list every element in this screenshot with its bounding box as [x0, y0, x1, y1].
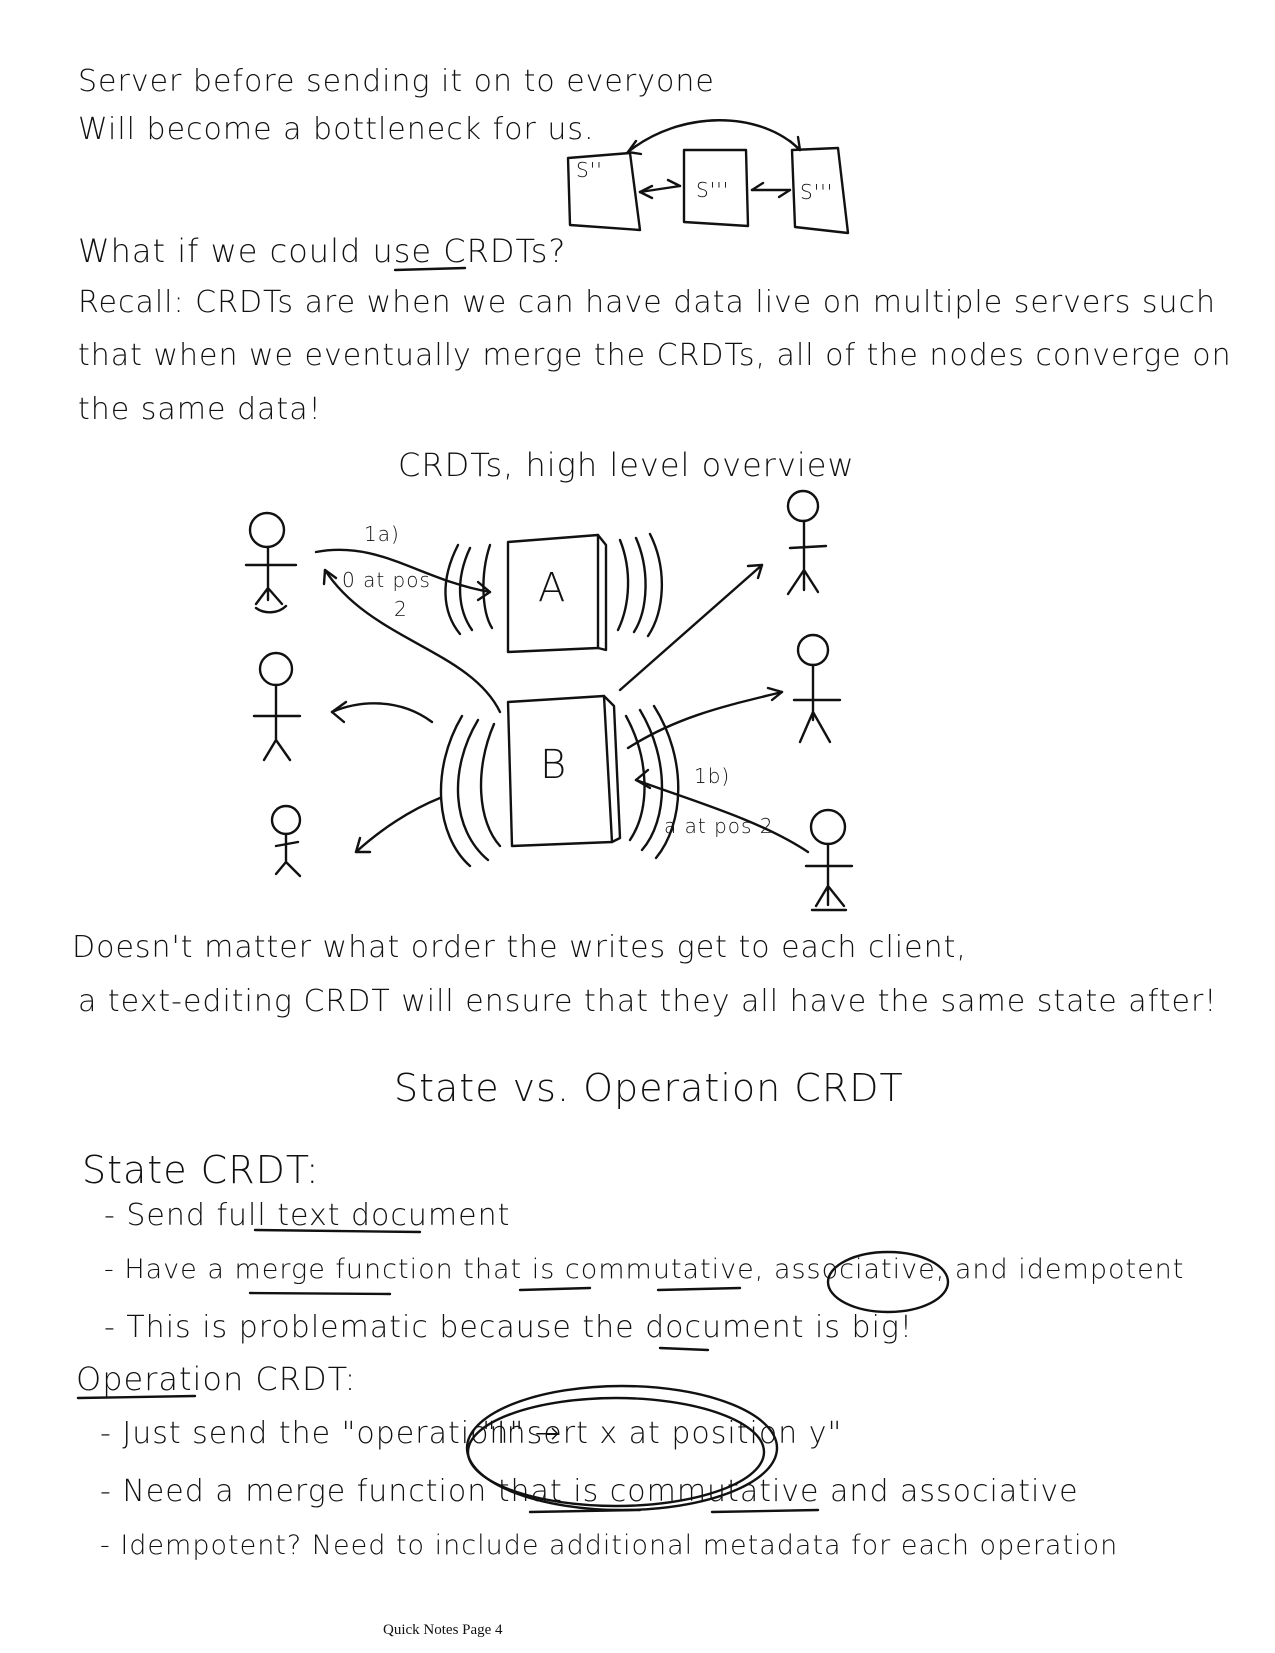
question-suffix: ?	[548, 232, 567, 270]
top-line-2: Will become a bottleneck for us.	[78, 112, 595, 147]
state-bullet-3	[104, 1310, 913, 1345]
page-footer: Quick Notes Page 4	[383, 1622, 503, 1638]
state-b3-prefix: - This is problematic because the document is	[104, 1310, 852, 1345]
state-b2-term4: idempotent	[1018, 1254, 1185, 1285]
mini-server-label: S'''	[696, 178, 730, 202]
recall-line-3: the same data!	[78, 392, 322, 427]
stick-figure	[806, 810, 852, 910]
recall-line-1: Recall: CRDTs are when we can have data live on multiple servers such	[78, 285, 1217, 320]
recall-line-2: that when we eventually merge the CRDTs, all of the nodes converge on	[78, 338, 1232, 373]
diagram-title: CRDTs, high level overview	[398, 446, 855, 484]
op-b2-term2: associative	[900, 1474, 1079, 1509]
question-line	[78, 232, 566, 270]
label-1a: 1a)	[364, 522, 400, 546]
server-a-label: A	[538, 565, 567, 611]
operation-bullet-3: - Idempotent? Need to include additional metadata for each operation	[100, 1530, 1119, 1561]
server-b-label: B	[540, 742, 568, 788]
order-line-2: a text-editing CRDT will ensure that they all have the same state after!	[78, 984, 1218, 1019]
question-prefix: What if we could use	[78, 232, 444, 270]
state-b2-mid: that is	[453, 1254, 565, 1285]
stick-figure	[794, 635, 840, 742]
state-b1-prefix: - Send full	[104, 1198, 278, 1233]
state-b1-term: text document	[277, 1198, 511, 1233]
state-crdt-heading: State CRDT:	[82, 1148, 320, 1192]
order-line-1: Doesn't matter what order the writes get to each client,	[72, 930, 967, 965]
state-b2-prefix: - Have a	[104, 1254, 235, 1285]
operation-bullet-2	[100, 1474, 1079, 1509]
op-b2-prefix: - Need a merge function that is	[100, 1474, 610, 1509]
question-term: CRDTs	[443, 232, 549, 270]
op-b2-and: and	[819, 1474, 901, 1509]
op-1b: a at pos 2	[664, 814, 774, 838]
stick-figure	[246, 513, 296, 612]
operation-bullet-1: - Just send the "operation" →	[100, 1416, 561, 1451]
mini-server-diagram	[568, 120, 848, 233]
state-bullet-1	[104, 1198, 510, 1233]
stick-figure	[788, 491, 826, 594]
state-bullet-2	[104, 1254, 1184, 1285]
state-b3-term: big!	[851, 1310, 913, 1345]
label-1b: 1b)	[694, 764, 731, 788]
stick-figure	[272, 806, 300, 876]
op-1a-line2: 2	[394, 597, 408, 621]
op-b2-term1: commutative	[609, 1474, 820, 1509]
operation-crdt-heading: Operation CRDT:	[76, 1360, 357, 1398]
state-b2-and: , and	[935, 1254, 1019, 1285]
section-title: State vs. Operation CRDT	[394, 1066, 904, 1110]
state-b2-term2: commutative	[564, 1254, 755, 1285]
stick-figure	[254, 653, 300, 760]
state-b2-term1: merge function	[234, 1254, 454, 1285]
mini-server-label: S''	[576, 158, 603, 182]
mini-server-label: S'''	[800, 180, 834, 204]
state-b2-term3: associative	[773, 1254, 936, 1285]
state-b2-sep: ,	[754, 1254, 774, 1285]
operation-quote: "Insert x at position y"	[482, 1416, 843, 1451]
top-line-1: Server before sending it on to everyone	[78, 64, 715, 99]
op-1a-line1: 0 at pos	[342, 568, 431, 592]
